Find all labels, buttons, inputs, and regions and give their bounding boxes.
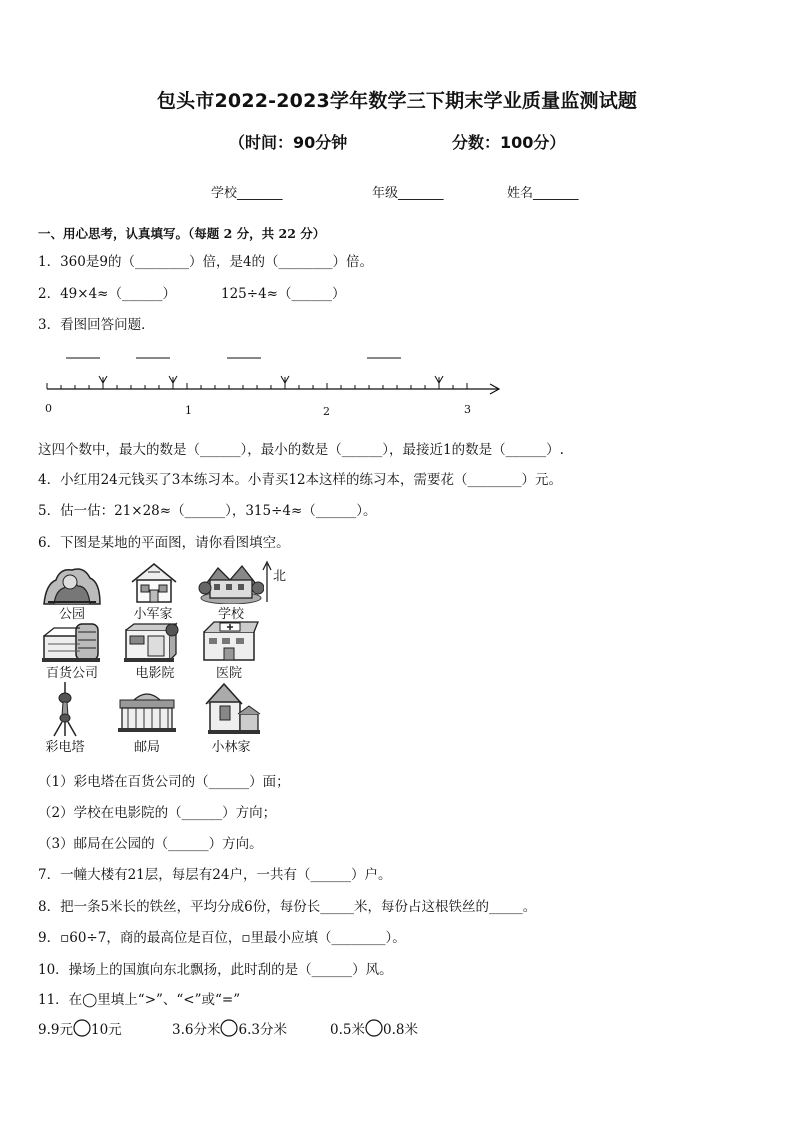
compare-1 (38, 1018, 122, 1038)
question-1: 1．360是9的（________）倍，是4的（________）倍。 (38, 254, 374, 270)
map-label-school: 学校 (217, 607, 244, 622)
compare-3 (330, 1018, 418, 1038)
grade-field[interactable]: 年级_______ (372, 186, 444, 201)
compare-1-circle[interactable] (73, 1019, 91, 1037)
compare-3-left: 0.5米 (330, 1022, 365, 1038)
compare-3-right: 0.8米 (382, 1022, 418, 1038)
question-10: 10．操场上的国旗向东北飘扬，此时刮的是（______）风。 (38, 962, 393, 978)
school-field[interactable]: 学校_______ (211, 186, 283, 201)
compare-3-circle[interactable] (365, 1019, 383, 1037)
question-6-1: （1）彩电塔在百货公司的（______）面； (38, 774, 290, 790)
map-label-xiaolin-home: 小林家 (211, 740, 251, 755)
exam-score: 分数：100分） (452, 133, 566, 152)
house-icon (128, 560, 180, 604)
page-title: 包头市2022-2023学年数学三下期末学业质量监测试题 (156, 90, 638, 112)
xiaolin-home-icon (200, 680, 262, 736)
question-9: 9．▫60÷7，商的最高位是百位，▫里最小应填（________）。 (38, 930, 406, 946)
question-8: 8．把一条5米长的铁丝，平均分成6份，每份长_____米，每份占这根铁丝的_____。 (38, 899, 537, 915)
question-2b: 125÷4≈（______） (221, 286, 346, 302)
tick-label-0: 0 (45, 402, 52, 415)
question-11: 11．在◯里填上“>”、“<”或“=” (38, 992, 241, 1008)
question-5: 5．估一估：21×28≈（______），315÷4≈（______）。 (38, 503, 377, 519)
map-label-cinema: 电影院 (135, 666, 175, 681)
question-6-2: （2）学校在电影院的（______）方向； (38, 805, 277, 821)
question-6-3: （3）邮局在公园的（______）方向。 (38, 836, 263, 852)
question-3: 3．看图回答问题． (38, 317, 155, 333)
section-heading: 一、用心思考，认真填写。（每题 2 分，共 22 分） (38, 226, 326, 241)
number-line (38, 340, 508, 422)
tick-label-3: 3 (464, 403, 471, 416)
map-label-hospital: 医院 (215, 666, 242, 681)
hospital-icon (200, 618, 260, 664)
map-label-post-office: 邮局 (133, 740, 160, 755)
tick-label-2: 2 (323, 405, 330, 418)
map-label-tv-tower: 彩电塔 (45, 740, 85, 755)
tick-label-1: 1 (185, 404, 192, 417)
map-label-department-store: 百货公司 (45, 666, 98, 681)
question-4: 4．小红用24元钱买了3本练习本。小青买12本这样的练习本，需要花（________）元。 (38, 472, 563, 488)
compare-2-circle[interactable] (220, 1019, 238, 1037)
compare-2-left: 3.6分米 (172, 1022, 221, 1038)
post-office-icon (114, 688, 180, 734)
question-7: 7．一幢大楼有21层，每层有24户，一共有（______）户。 (38, 867, 392, 883)
compare-2 (172, 1018, 287, 1038)
exam-time: （时间：90分钟 (229, 133, 348, 152)
map-label-xiaojun-home: 小军家 (133, 607, 173, 622)
map-label-park: 公园 (58, 607, 85, 622)
compare-2-right: 6.3分米 (238, 1022, 287, 1038)
number-line-ticks (47, 383, 467, 389)
tv-tower-icon (48, 680, 82, 738)
north-label: 北 (273, 569, 287, 584)
park-icon (40, 562, 104, 606)
department-store-icon (40, 618, 102, 664)
school-icon (198, 558, 264, 604)
compare-1-right: 10元 (90, 1022, 122, 1038)
question-3-answer: 这四个数中，最大的数是（______），最小的数是（______），最接近1的数是（______）. (38, 442, 564, 458)
compare-1-left: 9.9元 (38, 1022, 73, 1038)
name-field[interactable]: 姓名_______ (507, 186, 579, 201)
question-6: 6．下图是某地的平面图，请你看图填空。 (38, 535, 290, 551)
cinema-icon (120, 620, 182, 664)
question-2a: 2．49×4≈（______） (38, 286, 176, 302)
